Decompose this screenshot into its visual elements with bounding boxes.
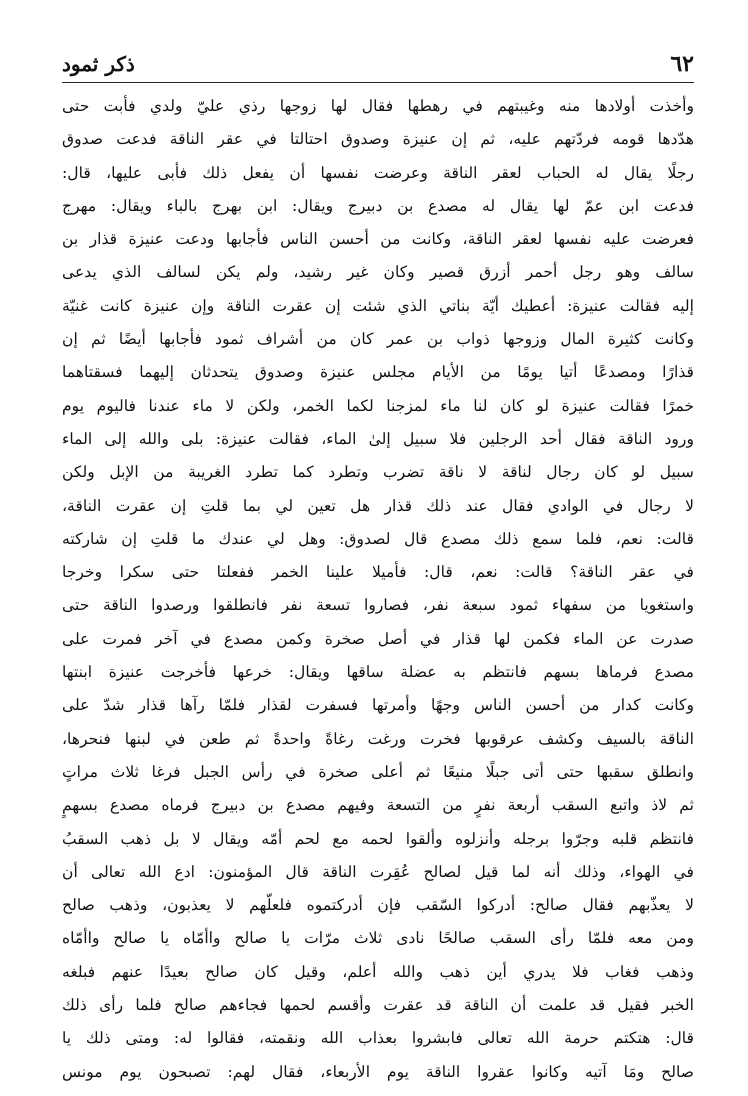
text-line: وذهب فغاب فلا يدري أين ذهب والله أعلم، وقيل كان صالح بعيدًا عنهم فبلغه	[62, 962, 694, 981]
running-title: ذكر ثمود	[62, 52, 135, 76]
text-line: هدّدها قومه فردّتهم عليه، ثم إن عنيزة وصدوق احتالتا في عقر الناقة فدعت صدوق	[62, 130, 694, 149]
text-line: لا يعذّبهم فقال صالح: أدركوا السّقب فإن أدركتموه فلعلّهم لا يعذبون، وذهب صالح	[62, 896, 694, 915]
page-header	[62, 48, 694, 80]
text-line: فعرضت عليه نفسها لعقر الناقة، وكانت من أحسن الناس فأجابها ودعت عنيزة قذار بن	[62, 230, 694, 249]
text-line: ورود الناقة فقال أحد الرجلين فلا سبيل إلىٰ الماء، فقالت عنيزة: بلى والله إلى الماء	[62, 429, 694, 448]
text-line: قذارًا ومصدعًا أتيا يومًا من الأيام مجلس عنيزة وصدوق يتحدثان إليهما فسقتاهما	[62, 363, 694, 382]
text-line: واستغويا من سفهاء ثمود سبعة نفر، فصاروا تسعة نفر فانطلقوا ورصدوا الناقة حتى	[62, 596, 694, 615]
text-line: وكانت كثيرة المال وزوجها ذواب بن عمر كان من أشراف ثمود فأجابها أيضًا ثم إن	[62, 330, 694, 349]
text-line: وانطلق سقبها حتى أتى جبلًا منيعًا ثم أعلى صخرة في رأس الجبل فرغا ثلاث مراتٍ	[62, 762, 694, 781]
text-line: فدعت ابن عمّ لها يقال له مصدع بن دبيرج ويقال: ابن بهرج بالباء ويقال: مهرج	[62, 196, 694, 215]
text-line: في الهواء، وذلك أنه لما قيل لصالح عُقِرت الناقة قال المؤمنون: ادع الله تعالى أن	[62, 862, 694, 881]
page-number: ٦٢	[670, 51, 694, 77]
text-line: صالح ومَا آتيه وكانوا عقروا الناقة يوم الأربعاء، فقال لهم: تصبحون يوم مونس	[62, 1062, 694, 1081]
text-line: سبيل لو كان رجال لناقة لا ناقة تضرب وتطرد كما تطرد الغريبة من الإبل ولكن	[62, 463, 694, 482]
text-line: في عقر الناقة؟ قالت: نعم، قال: فأميلا علينا الخمر ففعلتا حتى سكرا وخرجا	[62, 563, 694, 582]
text-line: إليه فقالت عنيزة: أعطيك أيّة بناتي الذي شئت إن عقرت الناقة وإن عنيزة كانت غنيّة	[62, 296, 694, 315]
text-line: وأخذت أولادها منه وغيبتهم في رهطها فقال لها زوجها رذي عليّ ولدي فأبت حتى	[62, 97, 694, 115]
text-line: الناقة بالسيف وكشف عرقوبها فخرت ورغت رغاةً واحدةً ثم طعن في لبنها فنحرها،	[62, 729, 694, 748]
text-line: رجلًا يقال له الحباب لعقر الناقة وعرضت نفسها أن يفعل ذلك فأبى عليها، قال:	[62, 163, 694, 182]
text-line: لا رجال في الوادي فقال عند ذلك قذار هل تعين لي بما قلتِ إن عقرت الناقة،	[62, 496, 694, 515]
text-line: ثم لاذ واتبع السقب أربعة نفرٍ من التسعة وفيهم مصدع بن دبيرج فرماه مصدع بسهمٍ	[62, 796, 694, 815]
text-line: وكانت كدار من أحسن الناس وجهًا وأمرتها فسفرت لقذار فلمّا رآها قذار شدّ على	[62, 696, 694, 715]
header-divider	[62, 82, 694, 83]
text-line: خمرًا فقالت عنيزة لو كان لنا ماء لمزجنا لكما الخمر، ولكن لا ماء عندنا فاليوم يوم	[62, 396, 694, 415]
text-line: سالف وهو رجل أحمر أزرق قصير وكان غير رشيد، ولم يكن لسالف الذي يدعى	[62, 263, 694, 282]
text-line: الخبر فقيل قد علمت أن الناقة قد عقرت وأقسم لحمها فجاءهم صالح فلما رأى ذلك	[62, 996, 694, 1015]
text-line: مصدع فرماها بسهم فانتظم به عضلة ساقها ويقال: خرعها فأخرجت عنيزة ابنتها	[62, 663, 694, 682]
text-line: فانتظم قلبه وجرّوا برجله وأنزلوه وألقوا لحمه مع لحم أمّه ويقال لا بل ذهب السقبُ	[62, 829, 694, 848]
text-line: قال: هتكتم حرمة الله تعالى فابشروا بعذاب الله ونقمته، فقالوا له: ومتى ذلك يا	[62, 1029, 694, 1048]
body-text	[62, 90, 694, 1089]
text-line: صدرت عن الماء فكمن لها قذار في أصل صخرة وكمن مصدع في آخر فمرت على	[62, 629, 694, 648]
text-line: ومن معه فلمّا رأى السقب صالحًا نادى ثلاث مرّات يا صالح واأمّاه يا صالح واأمّاه	[62, 929, 694, 948]
text-line: قالت: نعم، فلما سمع ذلك مصدع قال لصدوق: وهل لي عندك ما قلتِ إن شاركته	[62, 529, 694, 548]
